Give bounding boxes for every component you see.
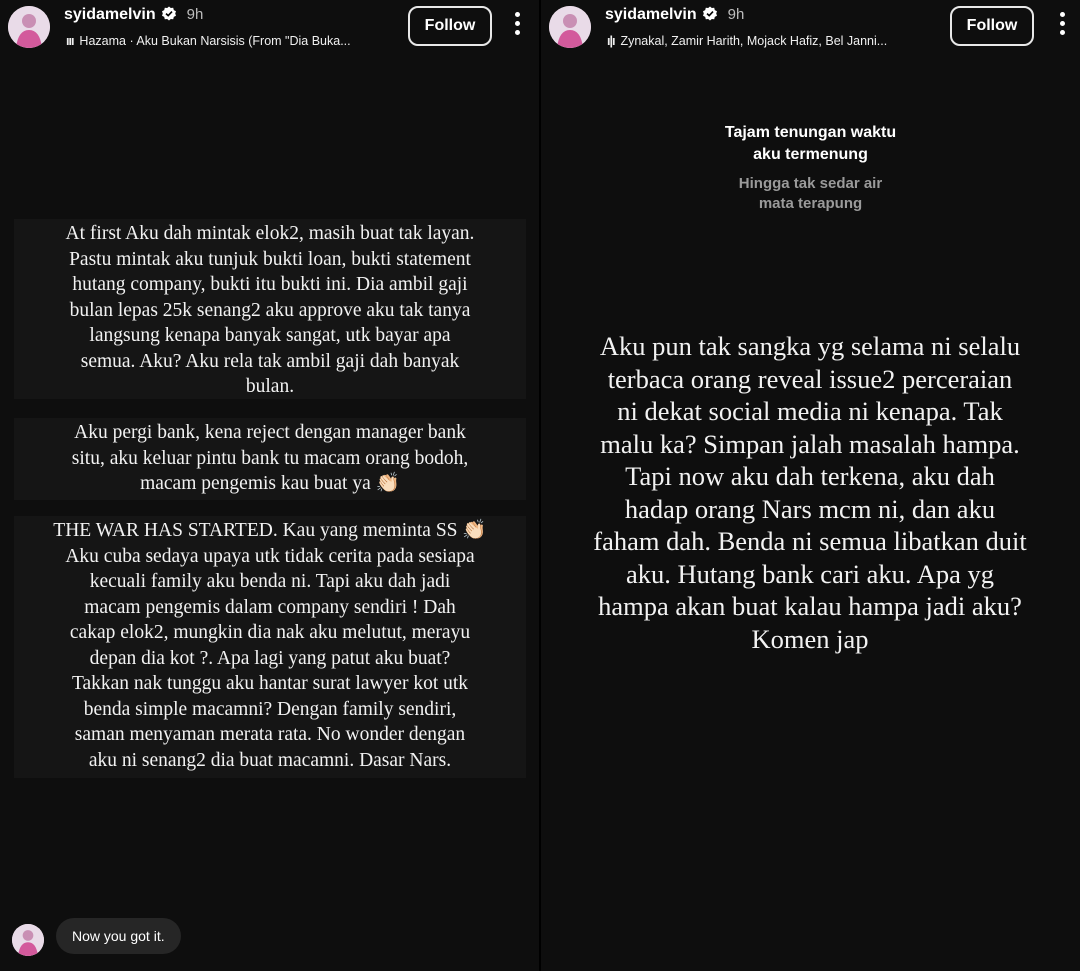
music-info[interactable] — [66, 34, 351, 48]
text-line: depan dia kot ?. Apa lagi yang patut aku buat? — [89, 647, 451, 669]
music-bars-icon: ııı — [66, 34, 74, 48]
text-line: THE WAR HAS STARTED. Kau yang meminta SS 👏🏻 — [53, 520, 487, 541]
music-info[interactable] — [607, 34, 887, 48]
text-line: aku. Hutang bank cari aku. Apa yg — [626, 558, 994, 589]
verified-badge-icon — [702, 6, 718, 22]
text-line: Komen jap — [751, 623, 869, 654]
text-line: hutang company, bukti itu bukti ini. Dia ambil gaji — [72, 274, 468, 295]
story-header — [541, 0, 1080, 60]
text-line: Tapi now aku dah terkena, aku dah — [625, 461, 995, 491]
text-line: cakap elok2, mungkin dia nak aku melutut, merayu — [69, 622, 471, 643]
lyrics-next — [541, 174, 1080, 214]
text-line: faham dah. Benda ni semua libatkan duit — [593, 526, 1027, 556]
text-line: malu ka? Simpan jalah masalah hampa. — [600, 428, 1020, 459]
lyric-line: Hingga tak sedar air — [738, 175, 883, 192]
verified-badge-icon — [161, 6, 177, 22]
username-line[interactable] — [605, 6, 744, 24]
text-line: aku ni senang2 dia buat macamni. Dasar Nars. — [88, 749, 452, 771]
text-line: hampa akan buat kalau hampa jadi aku? — [598, 591, 1022, 621]
text-line: bulan. — [245, 376, 295, 397]
story-header — [0, 0, 539, 60]
text-line: hadap orang Nars mcm ni, dan aku — [624, 493, 996, 524]
username-line[interactable] — [64, 6, 203, 24]
text-line: macam pengemis dalam company sendiri ! Dah — [84, 596, 456, 618]
lyric-line: aku termenung — [753, 146, 868, 163]
lyrics-current — [541, 122, 1080, 166]
text-line: situ, aku keluar pintu bank tu macam orang bodoh, — [71, 447, 469, 469]
music-title: Hazama · Aku Bukan Narsisis (From "Dia Buka... — [79, 34, 351, 48]
text-line: Pastu mintak aku tunjuk bukti loan, bukti statement — [69, 248, 471, 270]
music-title: Zynakal, Zamir Harith, Mojack Hafiz, Bel Janni... — [620, 34, 888, 48]
text-line: Aku cuba sedaya upaya utk tidak cerita pada sesiapa — [65, 545, 475, 567]
story-text-block — [555, 330, 1065, 655]
follow-button[interactable]: Follow — [408, 6, 492, 46]
text-line: Takkan nak tunggu aku hantar surat lawyer kot utk — [71, 673, 469, 694]
reply-avatar[interactable] — [12, 924, 44, 956]
username[interactable]: syidamelvin — [64, 6, 156, 23]
text-line: At first Aku dah mintak elok2, masih buat tak layan. — [65, 223, 475, 244]
text-line: langsung kenapa banyak sangat, utk bayar apa — [89, 325, 451, 346]
text-line: macam pengemis kau buat ya 👏🏻 — [140, 473, 400, 494]
profile-avatar[interactable] — [8, 6, 50, 48]
text-line: bulan lepas 25k senang2 aku approve aku tak tanya — [69, 299, 471, 321]
avatar-image — [549, 6, 591, 48]
text-line: Aku pergi bank, kena reject dengan manager bank — [74, 422, 466, 443]
lyric-line: mata terapung — [758, 195, 863, 212]
reply-bubble[interactable]: Now you got it. — [56, 918, 181, 954]
music-bars-icon: ı|ı — [607, 34, 615, 48]
post-time: 9h — [186, 6, 204, 23]
text-line: semua. Aku? Aku rela tak ambil gaji dah banyak — [80, 350, 460, 372]
text-line: kecuali family aku benda ni. Tapi aku dah jadi — [89, 571, 451, 592]
story-text-block-3 — [14, 516, 526, 778]
more-options-icon[interactable] — [1053, 12, 1071, 40]
more-options-icon[interactable] — [508, 12, 526, 40]
text-line: saman menyaman merata rata. No wonder dengan — [74, 724, 466, 745]
right-story — [541, 0, 1080, 971]
follow-button[interactable]: Follow — [950, 6, 1034, 46]
profile-avatar[interactable] — [549, 6, 591, 48]
text-line: Aku pun tak sangka yg selama ni selalu — [599, 331, 1021, 361]
story-text-block-1 — [14, 219, 526, 399]
story-text-block-2 — [14, 418, 526, 500]
lyric-line: Tajam tenungan waktu — [724, 124, 897, 141]
text-line: terbaca orang reveal issue2 perceraian — [607, 363, 1013, 394]
avatar-image — [12, 924, 44, 956]
username[interactable]: syidamelvin — [605, 6, 697, 23]
left-story — [0, 0, 539, 971]
text-line: benda simple macamni? Dengan family sendiri, — [83, 698, 457, 720]
text-line: ni dekat social media ni kenapa. Tak — [617, 396, 1003, 426]
avatar-image — [8, 6, 50, 48]
post-time: 9h — [727, 6, 745, 23]
